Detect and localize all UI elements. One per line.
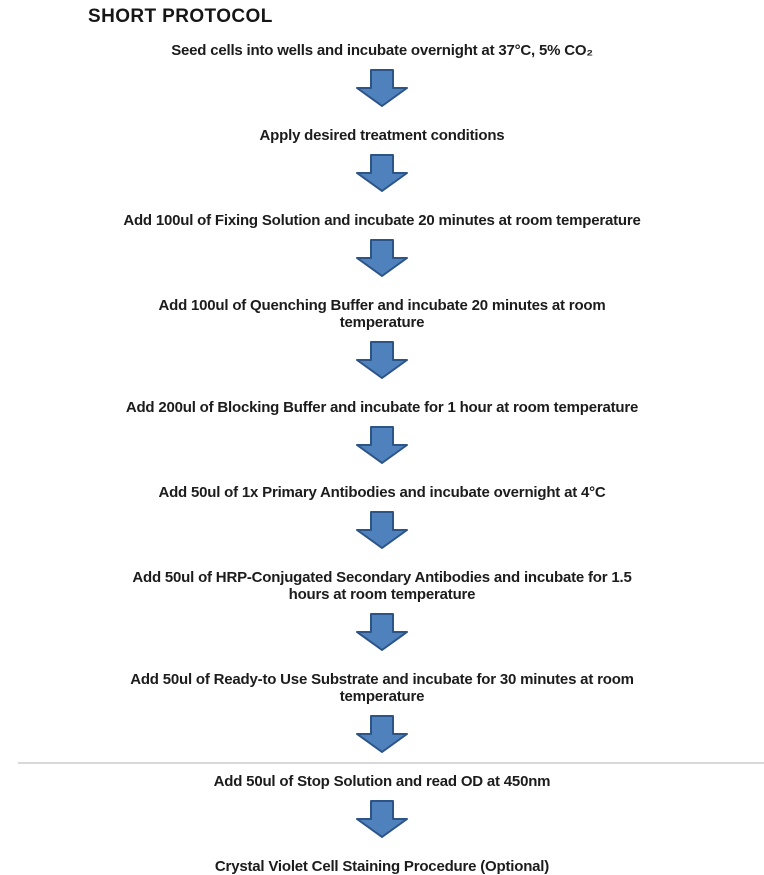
protocol-step — [158, 297, 605, 331]
step-line: temperature — [339, 314, 425, 331]
protocol-step — [214, 773, 551, 790]
step-line: Crystal Violet Cell Staining Procedure (Optional) — [214, 858, 550, 875]
step-line: Add 200ul of Blocking Buffer and incubate for 1 hour at room temperature — [125, 399, 639, 416]
step-line: hours at room temperature — [288, 586, 476, 603]
down-arrow-icon — [355, 341, 409, 379]
down-arrow-icon — [355, 715, 409, 753]
protocol-step — [123, 212, 640, 229]
down-arrow-icon — [355, 511, 409, 549]
protocol-step — [158, 484, 605, 501]
step-line: temperature — [339, 688, 425, 705]
protocol-step — [126, 399, 638, 416]
step-line: Add 50ul of Ready-to Use Substrate and incubate for 30 minutes at room — [130, 671, 634, 688]
step-line: Seed cells into wells and incubate overnight at 37°C, 5% CO₂ — [171, 42, 593, 59]
down-arrow-icon — [355, 239, 409, 277]
protocol-step — [132, 569, 631, 603]
protocol-step — [130, 671, 634, 705]
down-arrow-icon — [355, 154, 409, 192]
step-line: Add 50ul of Stop Solution and read OD at 450nm — [213, 773, 551, 790]
down-arrow-icon — [355, 613, 409, 651]
down-arrow-icon — [355, 800, 409, 838]
down-arrow-icon — [355, 69, 409, 107]
step-line: Add 50ul of HRP-Conjugated Secondary Antibodies and incubate for 1.5 — [132, 569, 632, 586]
step-line: Add 100ul of Quenching Buffer and incubate 20 minutes at room — [158, 297, 606, 314]
down-arrow-icon — [355, 426, 409, 464]
step-line: Add 50ul of 1x Primary Antibodies and incubate overnight at 4°C — [158, 484, 606, 501]
protocol-step — [260, 127, 505, 144]
protocol-step — [215, 858, 549, 875]
protocol-step — [171, 42, 593, 59]
step-line: Add 100ul of Fixing Solution and incubate 20 minutes at room temperature — [123, 212, 641, 229]
protocol-title: SHORT PROTOCOL — [88, 6, 273, 27]
step-line: Apply desired treatment conditions — [259, 127, 505, 144]
protocol-flow — [0, 29, 764, 875]
